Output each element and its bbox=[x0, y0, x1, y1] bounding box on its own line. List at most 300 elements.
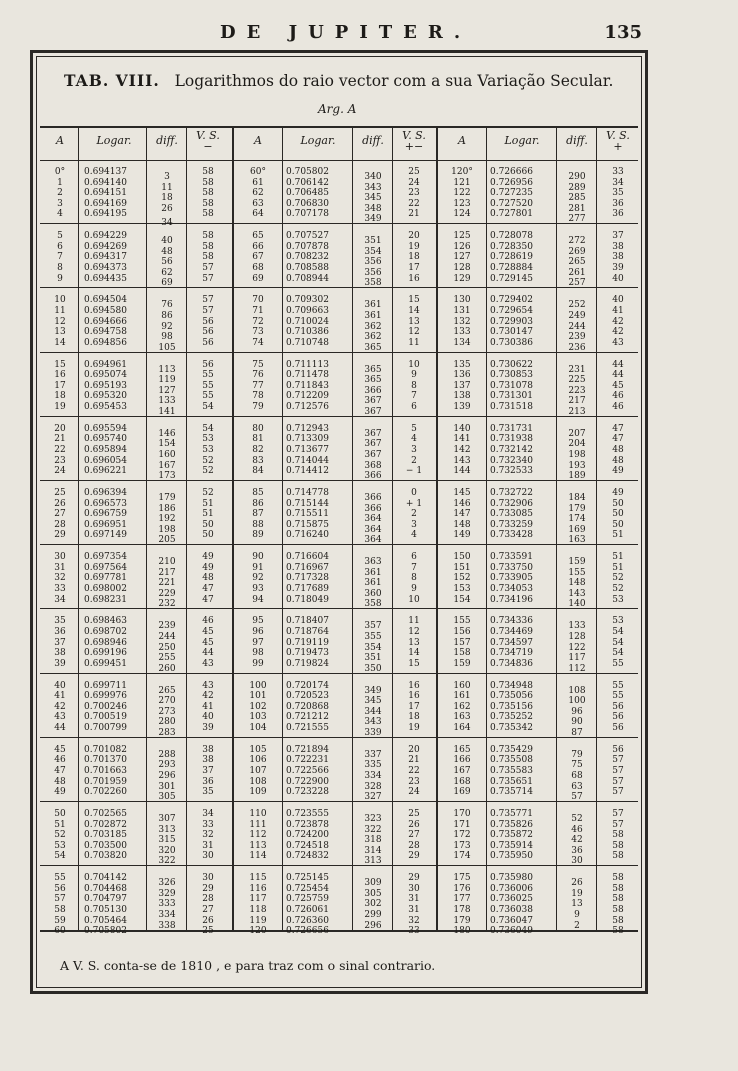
difference-cell: 364 bbox=[364, 514, 382, 525]
secular-variation-cell: 37 38 38 39 40 bbox=[612, 231, 624, 284]
argument-cell: 140 141 142 143 144 bbox=[453, 423, 471, 477]
log-table bbox=[40, 126, 638, 937]
difference-cell: 344 bbox=[364, 706, 382, 717]
difference-cell: 354 bbox=[364, 642, 382, 653]
difference-cell: 229 bbox=[158, 588, 176, 599]
running-head bbox=[0, 22, 738, 46]
column-rule bbox=[392, 128, 393, 930]
argument-cell: 130 131 132 133 134 bbox=[453, 295, 471, 348]
difference-cell: 357 bbox=[364, 621, 382, 632]
secular-variation-cell: 58 58 58 58 58 bbox=[202, 167, 214, 220]
column-rule bbox=[232, 128, 234, 930]
difference-cell: 269 bbox=[568, 246, 586, 257]
difference-cell: 133 bbox=[158, 396, 176, 407]
difference-cell: 30 bbox=[571, 856, 583, 867]
difference-cell: 34 bbox=[161, 218, 173, 229]
difference-cell: 345 bbox=[364, 696, 382, 707]
argument-cell: 0° 1 2 3 4 bbox=[54, 167, 66, 220]
difference-cell: 205 bbox=[158, 535, 176, 546]
difference-cell: 313 bbox=[364, 856, 382, 867]
logarithm-cell: 0.733591 0.733750 0.733905 0.734053 0.734196 bbox=[490, 552, 533, 605]
difference-cell: 314 bbox=[364, 845, 382, 856]
difference-cell: 119 bbox=[158, 375, 176, 386]
argument-label: Arg. A bbox=[318, 102, 357, 116]
difference-cell: 361 bbox=[364, 310, 382, 321]
difference-cell: 301 bbox=[158, 781, 176, 792]
difference-cell: 160 bbox=[158, 449, 176, 460]
difference-cell: 334 bbox=[364, 770, 382, 781]
difference-cell: 140 bbox=[568, 599, 586, 610]
difference-cell: 13 bbox=[571, 899, 583, 910]
difference-cell: 69 bbox=[161, 278, 173, 289]
difference-cell: 355 bbox=[364, 631, 382, 642]
difference-cell: 252 bbox=[568, 300, 586, 311]
difference-cell: 239 bbox=[158, 621, 176, 632]
difference-cell: 281 bbox=[568, 203, 586, 214]
logarithm-cell: 0.701082 0.701370 0.701663 0.701959 0.702260 bbox=[84, 744, 127, 798]
difference-cell: 105 bbox=[158, 342, 176, 353]
difference-cell: 63 bbox=[571, 781, 583, 792]
difference-cell: 98 bbox=[161, 332, 173, 343]
header-a-3: A bbox=[458, 134, 466, 147]
secular-variation-cell: 52 51 51 50 50 bbox=[202, 488, 214, 541]
difference-cell: 154 bbox=[158, 439, 176, 450]
logarithm-cell: 0.707527 0.707878 0.708232 0.708588 0.708944 bbox=[286, 231, 329, 284]
argument-cell: 170 171 172 173 174 bbox=[453, 809, 471, 862]
argument-cell: 100 101 102 103 104 bbox=[249, 680, 267, 733]
difference-cell: 198 bbox=[568, 449, 586, 460]
difference-cell: 174 bbox=[568, 514, 586, 525]
difference-cell: 364 bbox=[364, 535, 382, 546]
logarithm-cell: 0.734336 0.734469 0.734597 0.734719 0.734836 bbox=[490, 616, 533, 669]
header-vs-1-label: V. S. bbox=[196, 129, 220, 142]
difference-cell: 349 bbox=[364, 214, 382, 225]
secular-variation-cell: 40 41 42 42 43 bbox=[612, 295, 624, 348]
difference-cell: 272 bbox=[568, 236, 586, 247]
difference-cell: 333 bbox=[158, 899, 176, 910]
secular-variation-cell: 16 16 17 18 19 bbox=[408, 680, 420, 733]
difference-cell: 204 bbox=[568, 439, 586, 450]
difference-cell: 335 bbox=[364, 760, 382, 771]
difference-cell: 329 bbox=[158, 888, 176, 899]
logarithm-cell: 0.729402 0.729654 0.729903 0.730147 0.730386 bbox=[490, 295, 533, 348]
logarithm-cell: 0.726666 0.726956 0.727235 0.727520 0.727801 bbox=[490, 167, 533, 220]
difference-cell: 155 bbox=[568, 567, 586, 578]
secular-variation-cell: 20 21 22 23 24 bbox=[408, 744, 420, 798]
secular-variation-cell: 11 12 13 14 15 bbox=[408, 616, 420, 669]
difference-cell: 367 bbox=[364, 449, 382, 460]
difference-cell: 75 bbox=[571, 760, 583, 771]
difference-cell: 56 bbox=[161, 257, 173, 268]
difference-cell: 322 bbox=[364, 824, 382, 835]
difference-cell: 270 bbox=[158, 696, 176, 707]
difference-cell: 366 bbox=[364, 503, 382, 514]
secular-variation-cell: 0 + 1 2 3 4 bbox=[405, 488, 423, 541]
difference-cell: 290 bbox=[568, 172, 586, 182]
table-block bbox=[40, 802, 638, 866]
difference-cell: 363 bbox=[364, 557, 382, 568]
argument-cell: 10 11 12 13 14 bbox=[54, 295, 66, 348]
difference-cell: 358 bbox=[364, 599, 382, 610]
difference-cell: 299 bbox=[364, 909, 382, 920]
argument-cell: 115 116 117 118 119 120 bbox=[249, 873, 267, 937]
difference-cell: 367 bbox=[364, 439, 382, 450]
difference-cell: 257 bbox=[568, 278, 586, 289]
difference-cell: 232 bbox=[158, 599, 176, 610]
difference-cell: 356 bbox=[364, 257, 382, 268]
difference-cell: 184 bbox=[568, 493, 586, 503]
table-block bbox=[40, 866, 638, 937]
difference-cell: 361 bbox=[364, 300, 382, 311]
argument-cell: 160 161 162 163 164 bbox=[453, 680, 471, 733]
argument-cell: 150 151 152 153 154 bbox=[453, 552, 471, 605]
difference-cell: 366 bbox=[364, 385, 382, 396]
secular-variation-cell: 49 50 50 50 51 bbox=[612, 488, 624, 541]
difference-cell: 217 bbox=[568, 396, 586, 407]
difference-cell: 339 bbox=[364, 727, 382, 738]
difference-cell: 46 bbox=[571, 824, 583, 835]
secular-variation-cell: 54 53 53 52 52 bbox=[202, 423, 214, 477]
difference-cell: 244 bbox=[158, 631, 176, 642]
secular-variation-cell: 57 57 56 56 56 bbox=[202, 295, 214, 348]
difference-cell: 340 bbox=[364, 172, 382, 182]
difference-cell: 76 bbox=[161, 300, 173, 311]
difference-cell: 351 bbox=[364, 236, 382, 247]
difference-cell: 302 bbox=[364, 899, 382, 910]
difference-cell: 289 bbox=[568, 182, 586, 193]
argument-cell: 60° 61 62 63 64 bbox=[250, 167, 266, 220]
difference-cell: 305 bbox=[364, 888, 382, 899]
argument-cell: 120° 121 122 123 124 bbox=[451, 167, 473, 220]
table-title bbox=[64, 71, 613, 90]
difference-cell: 179 bbox=[158, 493, 176, 503]
column-rule bbox=[556, 128, 557, 930]
difference-cell: 250 bbox=[158, 642, 176, 653]
difference-cell: 141 bbox=[158, 406, 176, 417]
difference-cell: 315 bbox=[158, 835, 176, 846]
difference-cell: 86 bbox=[161, 310, 173, 321]
difference-cell: 296 bbox=[364, 920, 382, 931]
secular-variation-cell: 20 19 18 17 16 bbox=[408, 231, 420, 284]
difference-cell: 343 bbox=[364, 717, 382, 728]
logarithm-cell: 0.728078 0.728350 0.728619 0.728884 0.729145 bbox=[490, 231, 533, 284]
difference-cell: 40 bbox=[161, 236, 173, 247]
logarithm-cell: 0.698463 0.698702 0.698946 0.699196 0.699451 bbox=[84, 616, 127, 669]
difference-cell: 283 bbox=[158, 727, 176, 738]
difference-cell: 173 bbox=[158, 470, 176, 481]
difference-cell: 255 bbox=[158, 653, 176, 664]
difference-cell: 143 bbox=[568, 588, 586, 599]
secular-variation-cell: 10 9 8 7 6 bbox=[408, 359, 420, 412]
difference-cell: 265 bbox=[568, 257, 586, 268]
logarithm-cell: 0.709302 0.709663 0.710024 0.710386 0.710748 bbox=[286, 295, 329, 348]
secular-variation-cell: 5 4 3 2 − 1 bbox=[405, 423, 423, 477]
page-number: 135 bbox=[604, 22, 642, 43]
difference-cell: 96 bbox=[571, 706, 583, 717]
difference-cell: 313 bbox=[158, 824, 176, 835]
header-row bbox=[40, 128, 638, 161]
difference-cell: 305 bbox=[158, 791, 176, 802]
table-block bbox=[40, 545, 638, 609]
argument-cell: 45 46 47 48 49 bbox=[54, 744, 66, 798]
difference-cell: 362 bbox=[364, 332, 382, 343]
difference-cell: 367 bbox=[364, 406, 382, 417]
difference-cell: 273 bbox=[158, 706, 176, 717]
difference-cell: 244 bbox=[568, 321, 586, 332]
difference-cell: 327 bbox=[364, 791, 382, 802]
column-rule bbox=[436, 128, 438, 930]
difference-cell: 213 bbox=[568, 406, 586, 417]
logarithm-cell: 0.730622 0.730853 0.731078 0.731301 0.731518 bbox=[490, 359, 533, 412]
secular-variation-cell: 38 38 37 36 35 bbox=[202, 744, 214, 798]
difference-cell: 320 bbox=[158, 845, 176, 856]
difference-cell: 193 bbox=[568, 460, 586, 471]
argument-cell: 155 156 157 158 159 bbox=[453, 616, 471, 669]
difference-cell: 288 bbox=[158, 749, 176, 760]
difference-cell: 345 bbox=[364, 193, 382, 204]
footnote: A V. S. conta-se de 1810 , e para traz com o sinal contrario. bbox=[60, 958, 436, 973]
argument-cell: 65 66 67 68 69 bbox=[252, 231, 264, 284]
difference-cell: 11 bbox=[161, 182, 173, 193]
secular-variation-cell: 58 58 58 58 58 58 bbox=[612, 873, 624, 937]
logarithm-cell: 0.731731 0.731938 0.732142 0.732340 0.732533 bbox=[490, 423, 533, 477]
difference-cell: 361 bbox=[364, 578, 382, 589]
argument-cell: 85 86 87 88 89 bbox=[252, 488, 264, 541]
difference-cell: 328 bbox=[364, 781, 382, 792]
difference-cell: 146 bbox=[158, 428, 176, 439]
secular-variation-cell: 33 34 35 36 36 bbox=[612, 167, 624, 220]
difference-cell: 318 bbox=[364, 835, 382, 846]
table-block bbox=[40, 738, 638, 802]
difference-cell: 207 bbox=[568, 428, 586, 439]
header-diff-3: diff. bbox=[566, 134, 588, 147]
difference-cell: 163 bbox=[568, 535, 586, 546]
difference-cell: 189 bbox=[568, 470, 586, 481]
difference-cell: 90 bbox=[571, 717, 583, 728]
difference-cell: 127 bbox=[158, 385, 176, 396]
difference-cell: 260 bbox=[158, 663, 176, 674]
header-vs-2-label: V. S. bbox=[402, 129, 426, 142]
difference-cell: 217 bbox=[158, 567, 176, 578]
difference-cell: 169 bbox=[568, 524, 586, 535]
logarithm-cell: 0.735771 0.735826 0.735872 0.735914 0.735950 bbox=[490, 809, 533, 862]
difference-cell: 367 bbox=[364, 428, 382, 439]
secular-variation-cell: 25 24 23 22 21 bbox=[408, 167, 420, 220]
difference-cell: 57 bbox=[571, 791, 583, 802]
difference-cell: 225 bbox=[568, 375, 586, 386]
difference-cell: 159 bbox=[568, 557, 586, 568]
header-vs-3-label: V. S. bbox=[606, 129, 630, 142]
difference-cell: 293 bbox=[158, 760, 176, 771]
difference-cell: 117 bbox=[568, 653, 586, 664]
secular-variation-cell: 53 54 54 54 55 bbox=[612, 616, 624, 669]
difference-cell: 198 bbox=[158, 524, 176, 535]
logarithm-cell: 0.694961 0.695074 0.695193 0.695320 0.695453 bbox=[84, 359, 127, 412]
header-a-2: A bbox=[254, 134, 262, 147]
difference-cell: 307 bbox=[158, 814, 176, 824]
difference-cell: 265 bbox=[158, 685, 176, 696]
argument-cell: 70 71 72 73 74 bbox=[252, 295, 264, 348]
difference-cell: 2 bbox=[574, 920, 580, 931]
logarithm-cell: 0.735429 0.735508 0.735583 0.735651 0.735714 bbox=[490, 744, 533, 798]
argument-cell: 135 136 137 138 139 bbox=[453, 359, 471, 412]
difference-cell: 323 bbox=[364, 814, 382, 824]
logarithm-cell: 0.732722 0.732906 0.733085 0.733259 0.733428 bbox=[490, 488, 533, 541]
difference-cell: 358 bbox=[364, 278, 382, 289]
difference-cell: 261 bbox=[568, 267, 586, 278]
argument-cell: 95 96 97 98 99 bbox=[252, 616, 264, 669]
secular-variation-cell: 15 14 13 12 11 bbox=[408, 295, 420, 348]
difference-cell: 79 bbox=[571, 749, 583, 760]
header-a-1: A bbox=[56, 134, 64, 147]
table-block bbox=[40, 609, 638, 673]
difference-cell: 128 bbox=[568, 631, 586, 642]
logarithm-cell: 0.712943 0.713309 0.713677 0.714044 0.714412 bbox=[286, 423, 329, 477]
difference-cell: 364 bbox=[364, 524, 382, 535]
column-rule bbox=[486, 128, 487, 930]
secular-variation-cell: 30 29 28 27 26 25 bbox=[202, 873, 214, 937]
difference-cell: 112 bbox=[568, 663, 586, 674]
difference-cell: 18 bbox=[161, 193, 173, 204]
difference-cell: 326 bbox=[158, 878, 176, 889]
difference-cell: 9 bbox=[574, 909, 580, 920]
difference-cell: 48 bbox=[161, 246, 173, 257]
difference-cell: 365 bbox=[364, 375, 382, 386]
difference-cell: 68 bbox=[571, 770, 583, 781]
secular-variation-cell: 57 57 58 58 58 bbox=[612, 809, 624, 862]
difference-cell: 210 bbox=[158, 557, 176, 568]
table-block bbox=[40, 353, 638, 417]
logarithm-cell: 0.734948 0.735056 0.735156 0.735252 0.735342 bbox=[490, 680, 533, 733]
table-block bbox=[40, 417, 638, 481]
difference-cell: 349 bbox=[364, 685, 382, 696]
logarithm-cell: 0.718407 0.718764 0.719119 0.719473 0.719824 bbox=[286, 616, 329, 669]
difference-cell: 367 bbox=[364, 396, 382, 407]
argument-cell: 145 146 147 148 149 bbox=[453, 488, 471, 541]
difference-cell: 366 bbox=[364, 470, 382, 481]
logarithm-cell: 0.699711 0.699976 0.700246 0.700519 0.700799 bbox=[84, 680, 127, 733]
secular-variation-cell: 55 55 56 56 56 bbox=[612, 680, 624, 733]
argument-cell: 80 81 82 83 84 bbox=[252, 423, 264, 477]
secular-variation-cell: 58 58 58 57 57 bbox=[202, 231, 214, 284]
difference-cell: 122 bbox=[568, 642, 586, 653]
difference-cell: 354 bbox=[364, 246, 382, 257]
secular-variation-cell: 46 45 45 44 43 bbox=[202, 616, 214, 669]
column-rule bbox=[78, 128, 79, 930]
argument-cell: 5 6 7 8 9 bbox=[57, 231, 63, 284]
argument-cell: 125 126 127 128 129 bbox=[453, 231, 471, 284]
difference-cell: 322 bbox=[158, 856, 176, 867]
argument-cell: 25 26 27 28 29 bbox=[54, 488, 66, 541]
difference-cell: 337 bbox=[364, 749, 382, 760]
difference-cell: 356 bbox=[364, 267, 382, 278]
difference-cell: 338 bbox=[158, 920, 176, 931]
logarithm-cell: 0.697354 0.697564 0.697781 0.698002 0.698231 bbox=[84, 552, 127, 605]
logarithm-cell: 0.711113 0.711478 0.711843 0.712209 0.712576 bbox=[286, 359, 329, 412]
argument-cell: 20 21 22 23 24 bbox=[54, 423, 66, 477]
difference-cell: 42 bbox=[571, 835, 583, 846]
difference-cell: 296 bbox=[158, 770, 176, 781]
logarithm-cell: 0.694504 0.694580 0.694666 0.694758 0.694856 bbox=[84, 295, 127, 348]
column-rule bbox=[186, 128, 187, 930]
header-logar-2: Logar. bbox=[300, 134, 336, 147]
difference-cell: 36 bbox=[571, 845, 583, 856]
difference-cell: 179 bbox=[568, 503, 586, 514]
difference-cell: 236 bbox=[568, 342, 586, 353]
header-vs-1 bbox=[188, 130, 228, 152]
logarithm-cell: 0.714778 0.715144 0.715511 0.715875 0.716240 bbox=[286, 488, 329, 541]
argument-cell: 35 36 37 38 39 bbox=[54, 616, 66, 669]
header-vs-1-sign: − bbox=[203, 140, 213, 153]
difference-cell: 360 bbox=[364, 588, 382, 599]
secular-variation-cell: 44 44 45 46 46 bbox=[612, 359, 624, 412]
logarithm-cell: 0.694137 0.694140 0.694151 0.694169 0.694195 bbox=[84, 167, 127, 220]
argument-cell: 15 16 17 18 19 bbox=[54, 359, 66, 412]
argument-cell: 175 176 177 178 179 180 bbox=[453, 873, 471, 937]
argument-cell: 75 76 77 78 79 bbox=[252, 359, 264, 412]
secular-variation-cell: 56 55 55 55 54 bbox=[202, 359, 214, 412]
difference-cell: 350 bbox=[364, 663, 382, 674]
difference-cell: 365 bbox=[364, 342, 382, 353]
argument-cell: 110 111 112 113 114 bbox=[249, 809, 267, 862]
header-diff-1: diff. bbox=[156, 134, 178, 147]
logarithm-cell: 0.716604 0.716967 0.717328 0.717689 0.718049 bbox=[286, 552, 329, 605]
difference-cell: 92 bbox=[161, 321, 173, 332]
difference-cell: 277 bbox=[568, 214, 586, 225]
logarithm-cell: 0.721894 0.722231 0.722566 0.722900 0.723228 bbox=[286, 744, 329, 798]
header-vs-2 bbox=[394, 130, 434, 152]
table-block bbox=[40, 160, 638, 224]
difference-cell: 87 bbox=[571, 727, 583, 738]
difference-cell: 368 bbox=[364, 460, 382, 471]
difference-cell: 100 bbox=[568, 696, 586, 707]
secular-variation-cell: 43 42 41 40 39 bbox=[202, 680, 214, 733]
logarithm-cell: 0.704142 0.704468 0.704797 0.705130 0.705464 0.705802 bbox=[84, 873, 127, 937]
header-vs-2-sign: +− bbox=[404, 140, 424, 153]
difference-cell: 361 bbox=[364, 567, 382, 578]
header-vs-3-sign: + bbox=[613, 140, 623, 153]
secular-variation-cell: 56 57 57 57 57 bbox=[612, 744, 624, 798]
difference-cell: 285 bbox=[568, 193, 586, 204]
logarithm-cell: 0.695594 0.695740 0.695894 0.696054 0.696221 bbox=[84, 423, 127, 477]
argument-cell: 165 166 167 168 169 bbox=[453, 744, 471, 798]
difference-cell: 26 bbox=[571, 878, 583, 889]
running-title: DE JUPITER. bbox=[220, 22, 472, 43]
difference-cell: 186 bbox=[158, 503, 176, 514]
header-diff-2: diff. bbox=[362, 134, 384, 147]
argument-cell: 50 51 52 53 54 bbox=[54, 809, 66, 862]
difference-cell: 362 bbox=[364, 321, 382, 332]
logarithm-cell: 0.735980 0.736006 0.736025 0.736038 0.736047 0.736049 bbox=[490, 873, 533, 937]
difference-cell: 348 bbox=[364, 203, 382, 214]
difference-cell: 62 bbox=[161, 267, 173, 278]
argument-cell: 105 106 107 108 109 bbox=[249, 744, 267, 798]
difference-cell: 3 bbox=[164, 172, 170, 182]
column-rule bbox=[282, 128, 283, 930]
argument-cell: 40 41 42 43 44 bbox=[54, 680, 66, 733]
header-logar-3: Logar. bbox=[504, 134, 540, 147]
logarithm-cell: 0.694229 0.694269 0.694317 0.694373 0.694435 bbox=[84, 231, 127, 284]
argument-cell: 90 91 92 93 94 bbox=[252, 552, 264, 605]
header-logar-1: Logar. bbox=[96, 134, 132, 147]
secular-variation-cell: 6 7 8 9 10 bbox=[408, 552, 420, 605]
logarithm-cell: 0.702565 0.702872 0.703185 0.703500 0.703820 bbox=[84, 809, 127, 862]
secular-variation-cell: 25 26 27 28 29 bbox=[408, 809, 420, 862]
secular-variation-cell: 51 51 52 52 53 bbox=[612, 552, 624, 605]
secular-variation-cell: 47 47 48 48 49 bbox=[612, 423, 624, 477]
table-caption: Logarithmos do raio vector com a sua Variação Secular. bbox=[174, 72, 614, 90]
argument-cell: 55 56 57 58 59 60 bbox=[54, 873, 66, 937]
